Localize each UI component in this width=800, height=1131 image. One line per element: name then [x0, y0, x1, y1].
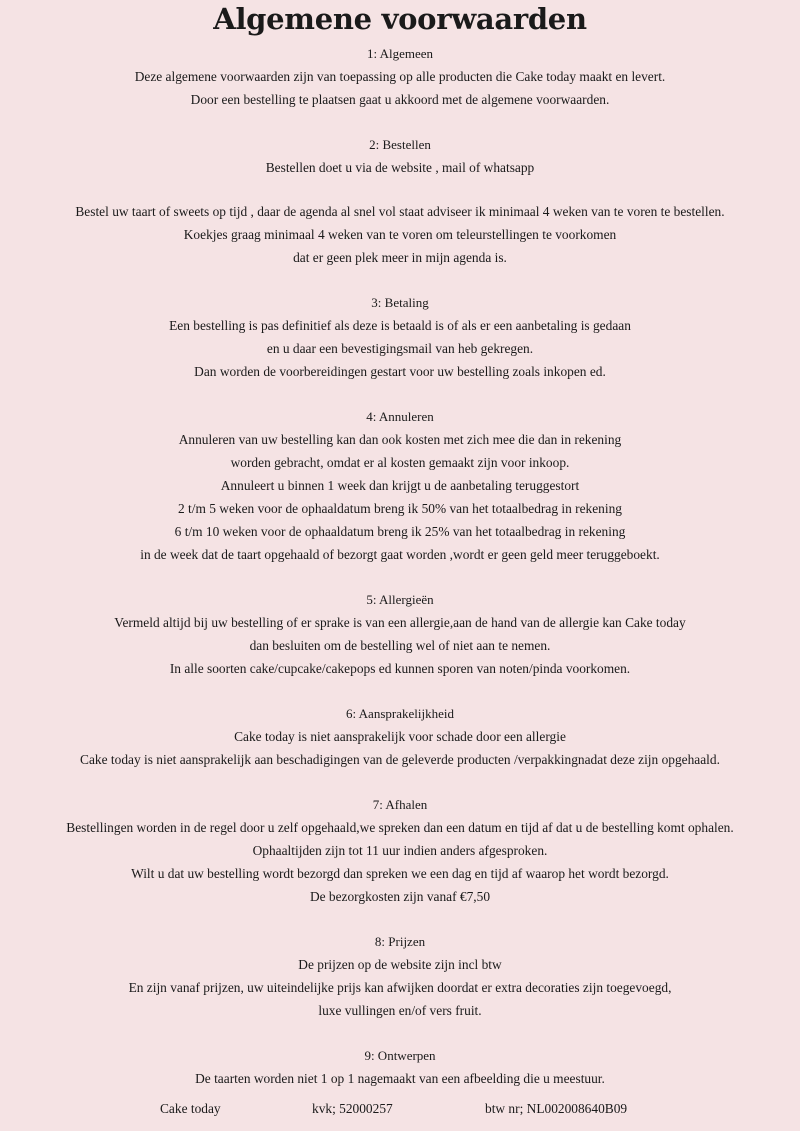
section-line: Bestel uw taart of sweets op tijd , daar de agenda al snel vol staat adviseer ik minimaal 4 weken van te voren te bestellen. — [75, 204, 725, 219]
section-heading: 7: Afhalen — [372, 797, 428, 812]
section-algemeen — [0, 42, 800, 111]
footer-company-name: Cake today — [160, 1101, 221, 1116]
paragraph-spacer — [0, 179, 800, 200]
section-allergieen — [0, 588, 800, 680]
section-line: Vermeld altijd bij uw bestelling of er sprake is van een allergie,aan de hand van de allergie kan Cake today — [114, 615, 686, 630]
section-line: Annuleert u binnen 1 week dan krijgt u de aanbetaling teruggestort — [220, 478, 580, 493]
section-afhalen — [0, 793, 800, 908]
footer-btw-number: btw nr; NL002008640B09 — [485, 1101, 628, 1116]
page-title: Algemene voorwaarden — [213, 2, 587, 36]
section-line: 6 t/m 10 weken voor de ophaaldatum breng ik 25% van het totaalbedrag in rekening — [174, 524, 626, 539]
section-line: dat er geen plek meer in mijn agenda is. — [293, 250, 507, 265]
section-betaling — [0, 291, 800, 383]
section-heading: 6: Aansprakelijkheid — [346, 706, 454, 721]
section-line: De prijzen op de website zijn incl btw — [298, 957, 502, 972]
section-line: en u daar een bevestigingsmail van heb gekregen. — [266, 341, 534, 356]
section-heading: 3: Betaling — [371, 295, 429, 310]
section-line: Bestellingen worden in de regel door u zelf opgehaald,we spreken dan een datum en tijd af dat u de bestelling komt ophalen. — [66, 820, 734, 835]
section-bestellen — [0, 133, 800, 269]
section-line: De bezorgkosten zijn vanaf €7,50 — [309, 889, 491, 904]
section-line: Dan worden de voorbereidingen gestart voor uw bestelling zoals inkopen ed. — [194, 364, 606, 379]
section-line: Annuleren van uw bestelling kan dan ook kosten met zich mee die dan in rekening — [178, 432, 622, 447]
section-line: Deze algemene voorwaarden zijn van toepassing op alle producten die Cake today maakt en levert. — [134, 69, 666, 84]
section-line: worden gebracht, omdat er al kosten gemaakt zijn voor inkoop. — [230, 455, 570, 470]
section-heading: 1: Algemeen — [366, 46, 434, 61]
section-prijzen — [0, 930, 800, 1022]
section-line: luxe vullingen en/of vers fruit. — [318, 1003, 482, 1018]
section-heading: 4: Annuleren — [366, 409, 434, 424]
terms-sections — [0, 42, 800, 1090]
section-annuleren — [0, 405, 800, 566]
section-line: 2 t/m 5 weken voor de ophaaldatum breng ik 50% van het totaalbedrag in rekening — [178, 501, 622, 516]
section-line: dan besluiten om de bestelling wel of niet aan te nemen. — [249, 638, 551, 653]
section-line: En zijn vanaf prijzen, uw uiteindelijke prijs kan afwijken doordat er extra decoraties zijn toegevoegd, — [128, 980, 672, 995]
section-ontwerpen — [0, 1044, 800, 1090]
section-line: In alle soorten cake/cupcake/cakepops ed kunnen sporen van noten/pinda voorkomen. — [169, 661, 631, 676]
section-heading: 9: Ontwerpen — [364, 1048, 436, 1063]
section-line: Bestellen doet u via de website , mail of whatsapp — [265, 160, 535, 175]
section-line: Ophaaltijden zijn tot 11 uur indien anders afgesproken. — [252, 843, 548, 858]
section-line: Wilt u dat uw bestelling wordt bezorgd dan spreken we een dag en tijd af waarop het wordt bezorgd. — [131, 866, 669, 881]
section-line: De taarten worden niet 1 op 1 nagemaakt van een afbeelding die u meestuur. — [195, 1071, 605, 1086]
footer — [0, 1097, 800, 1120]
footer-kvk-number: kvk; 52000257 — [312, 1101, 393, 1116]
section-line: in de week dat de taart opgehaald of bezorgt gaat worden ,wordt er geen geld meer teruggeboekt. — [140, 547, 660, 562]
section-aansprakelijkheid — [0, 702, 800, 771]
section-line: Een bestelling is pas definitief als deze is betaald is of als er een aanbetaling is gedaan — [169, 318, 631, 333]
section-line: Koekjes graag minimaal 4 weken van te voren om teleurstellingen te voorkomen — [183, 227, 617, 242]
section-line: Door een bestelling te plaatsen gaat u akkoord met de algemene voorwaarden. — [190, 92, 610, 107]
section-line: Cake today is niet aansprakelijk voor schade door een allergie — [234, 729, 566, 744]
section-heading: 2: Bestellen — [369, 137, 431, 152]
section-line: Cake today is niet aansprakelijk aan beschadigingen van de geleverde producten /verpakkingnadat deze zijn opgehaald. — [80, 752, 720, 767]
section-heading: 8: Prijzen — [374, 934, 426, 949]
section-heading: 5: Allergieën — [366, 592, 434, 607]
